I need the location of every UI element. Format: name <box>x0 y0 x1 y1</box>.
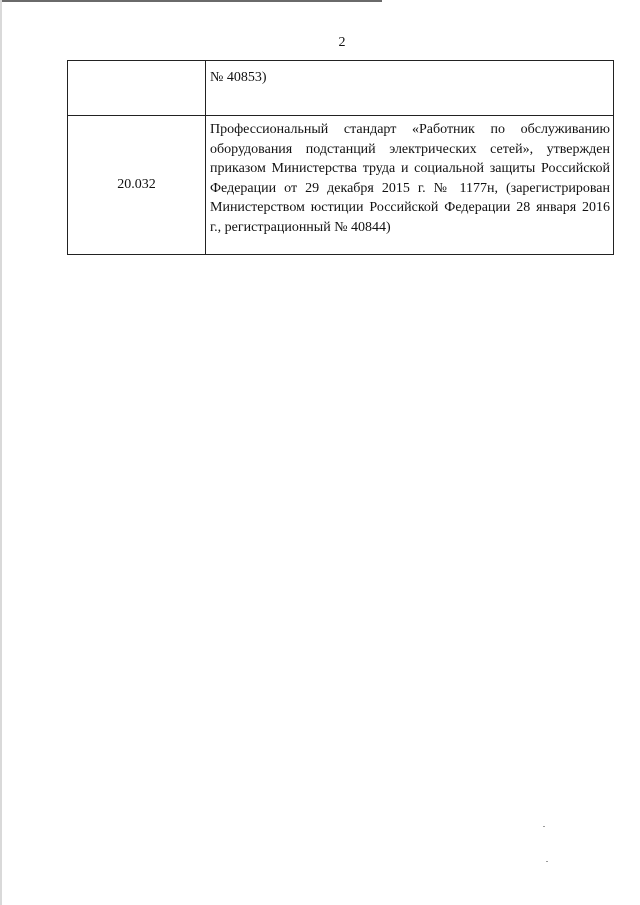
scan-top-edge-line <box>0 0 382 2</box>
scan-speck <box>546 861 548 862</box>
standard-code-cell: 20.032 <box>68 116 206 255</box>
standard-description-cell: № 40853) <box>206 61 614 116</box>
page-number: 2 <box>338 35 346 50</box>
standard-description-cell: Профессиональный стандарт «Работник по обслуживанию оборудования подстанций электрических сетей», утвержден приказом Министерства труда и социальной защиты Российской Федерации от 29 декабря 2015 г. № 1177н, (зарегистрирован Министерством юстиции Российской Федерации 28 января 2016 г., регистрационный № 40844) <box>206 116 614 255</box>
table-row <box>68 61 614 116</box>
standard-code-cell <box>68 61 206 116</box>
scan-speck <box>543 826 545 827</box>
table-row <box>68 116 614 255</box>
standards-table <box>67 60 614 255</box>
scan-left-edge-shadow <box>0 0 2 905</box>
